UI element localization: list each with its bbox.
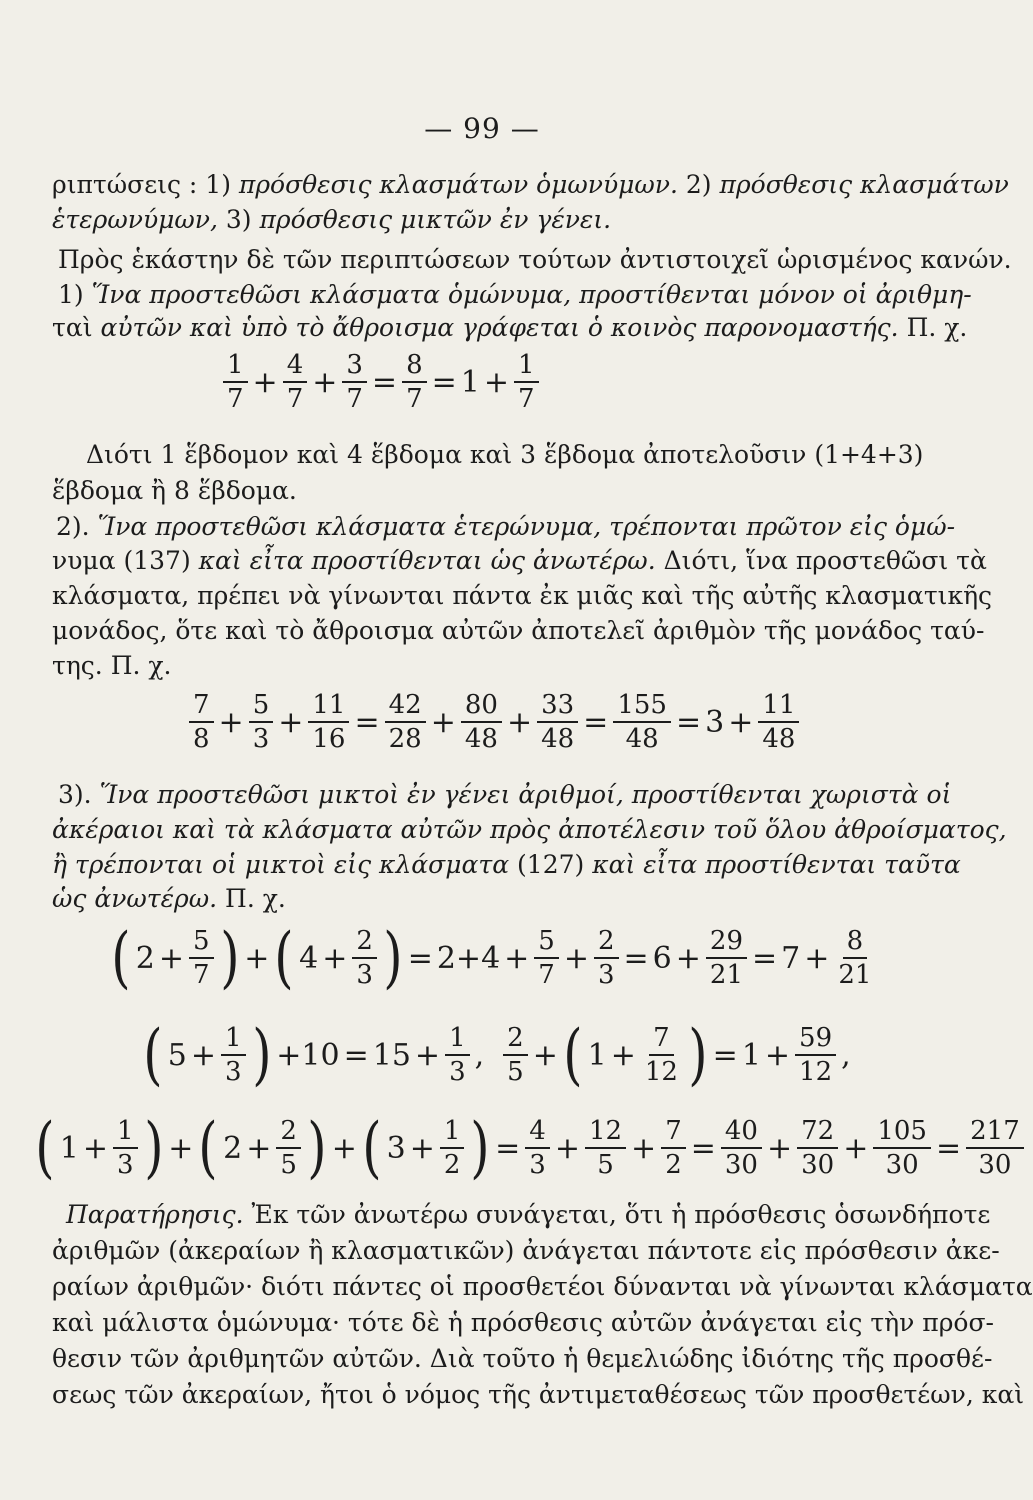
left-paren: ( bbox=[198, 1109, 218, 1186]
text-line bbox=[52, 850, 961, 880]
denominator: 3 bbox=[224, 1057, 242, 1087]
denominator: 12 bbox=[644, 1057, 678, 1087]
fraction bbox=[189, 928, 214, 988]
numerator: 1 bbox=[514, 352, 539, 383]
numerator: 1 bbox=[221, 1025, 246, 1056]
text-line bbox=[52, 205, 892, 235]
left-paren: ( bbox=[143, 1016, 163, 1093]
plus-sign: + bbox=[728, 704, 754, 740]
italic-span: ἢ τρέπονται οἱ μικτοὶ εἰς κλάσματα bbox=[52, 850, 518, 879]
comma: , bbox=[474, 1037, 485, 1073]
denominator: 3 bbox=[597, 960, 615, 990]
denominator: 7 bbox=[406, 384, 423, 414]
text-span: Π. χ. bbox=[217, 884, 286, 913]
fraction bbox=[440, 1118, 465, 1178]
right-paren: ) bbox=[383, 919, 403, 996]
plus-sign: + bbox=[312, 364, 338, 400]
text-span: ριπτώσεις : 1) bbox=[52, 170, 239, 199]
plus-sign: + bbox=[504, 940, 530, 976]
text-span: Π. χ. bbox=[898, 313, 968, 342]
plus-sign: + bbox=[322, 940, 348, 976]
right-paren: ) bbox=[470, 1109, 490, 1186]
fraction bbox=[641, 1025, 682, 1085]
numerator: 29 bbox=[706, 928, 747, 959]
denominator: 3 bbox=[449, 1057, 466, 1087]
denominator: 5 bbox=[597, 1150, 614, 1180]
text-line bbox=[52, 313, 968, 343]
text-line bbox=[52, 546, 987, 576]
fraction bbox=[445, 1025, 470, 1085]
numerator: 217 bbox=[966, 1118, 1024, 1149]
plus-sign: + bbox=[766, 1130, 793, 1166]
text-line: ἀκέραιοι καὶ τὰ κλάσματα αὐτῶν πρὸς ἀποτέλεσιν τοῦ ὅλου ἀθροίσματος, bbox=[52, 815, 1007, 844]
equals-sign: = bbox=[712, 1037, 738, 1073]
right-paren: ) bbox=[307, 1109, 327, 1186]
numerator: 7 bbox=[649, 1025, 674, 1056]
numerator: 5 bbox=[249, 692, 274, 723]
text-span: 3). bbox=[58, 780, 100, 809]
text-line: Πρὸς ἑκάστην δὲ τῶν περιπτώσεων τούτων ἀντιστοιχεῖ ὡρισμένος κανών. bbox=[58, 245, 1012, 274]
numerator: 2 bbox=[276, 1118, 301, 1149]
numerator: 1 bbox=[440, 1118, 465, 1149]
italic-span: πρόσθεσις μικτῶν ἐν γένει. bbox=[259, 205, 612, 234]
denominator: 7 bbox=[227, 384, 244, 414]
fraction bbox=[966, 1118, 1024, 1178]
italic-span: καὶ εἶτα προστίθενται ταῦτα bbox=[584, 850, 961, 879]
fraction bbox=[352, 928, 377, 988]
denominator: 7 bbox=[286, 384, 304, 414]
italic-span: αὐτῶν καὶ ὑπὸ τὸ ἄθροισμα γράφεται ὁ κοινὸς παρονομαστής. bbox=[100, 313, 899, 342]
plus-sign: + bbox=[563, 940, 589, 976]
equals-sign: = bbox=[752, 940, 778, 976]
text-line bbox=[56, 512, 956, 542]
numerator: 59 bbox=[795, 1025, 836, 1056]
text-line bbox=[58, 280, 972, 310]
plus-sign: + bbox=[483, 364, 509, 400]
denominator: 12 bbox=[799, 1057, 833, 1087]
whole-number: 7 bbox=[781, 940, 801, 976]
denominator: 7 bbox=[538, 960, 555, 990]
fraction bbox=[221, 1025, 246, 1085]
text-line: της. Π. χ. bbox=[52, 651, 172, 680]
text-line bbox=[66, 1200, 991, 1230]
numerator: 42 bbox=[385, 692, 426, 723]
numerator: 1 bbox=[445, 1025, 470, 1056]
text-line: σεως τῶν ἀκεραίων, ἤτοι ὁ νόμος τῆς ἀντιμεταθέσεως τῶν προσθετέων, καὶ bbox=[52, 1380, 1025, 1409]
numerator: 4 bbox=[283, 352, 308, 383]
denominator: 2 bbox=[665, 1150, 682, 1180]
text-line bbox=[52, 884, 892, 914]
equals-sign: = bbox=[675, 704, 702, 740]
plus-sign: + bbox=[246, 1130, 272, 1166]
plus-sign: + bbox=[675, 940, 701, 976]
numerator: 72 bbox=[797, 1118, 838, 1149]
fraction bbox=[613, 692, 671, 752]
whole-number: 15 bbox=[372, 1037, 411, 1073]
fraction bbox=[873, 1118, 931, 1178]
italic-span: Ἵνα προστεθῶσι κλάσματα ὁμώνυμα, προστίθενται μόνον οἱ ἀριθμη- bbox=[91, 280, 972, 309]
fraction bbox=[758, 692, 799, 752]
text-span: Ἐκ τῶν ἀνωτέρω συνάγεται, ὅτι ἡ πρόσθεσις ὁσωνδήποτε bbox=[243, 1200, 991, 1229]
denominator: 30 bbox=[885, 1150, 919, 1180]
sum-term: +10 bbox=[276, 1037, 340, 1073]
equation-3 bbox=[108, 919, 878, 996]
numerator: 40 bbox=[721, 1118, 762, 1149]
numerator: 3 bbox=[342, 352, 367, 383]
text-line: ἕβδομα ἢ 8 ἕβδομα. bbox=[52, 476, 297, 505]
numerator: 12 bbox=[585, 1118, 626, 1149]
numerator: 80 bbox=[461, 692, 502, 723]
fraction bbox=[795, 1025, 836, 1085]
denominator: 3 bbox=[356, 960, 373, 990]
numerator: 5 bbox=[189, 928, 214, 959]
text-span: νυμα (137) bbox=[52, 546, 199, 575]
italic-span: Ἵνα προστεθῶσι μικτοὶ ἐν γένει ἀριθμοί, προστίθενται χωριστὰ οἱ bbox=[99, 780, 952, 809]
fraction bbox=[249, 692, 274, 752]
numerator: 33 bbox=[537, 692, 578, 723]
denominator: 3 bbox=[116, 1150, 134, 1180]
numerator: 2 bbox=[503, 1025, 528, 1056]
equals-sign: = bbox=[431, 364, 457, 400]
fraction bbox=[797, 1118, 838, 1178]
text-span: 1) bbox=[58, 280, 92, 309]
denominator: 5 bbox=[280, 1150, 297, 1180]
denominator: 8 bbox=[193, 724, 210, 754]
denominator: 3 bbox=[252, 724, 270, 754]
right-paren: ) bbox=[251, 1016, 272, 1093]
denominator: 48 bbox=[625, 724, 659, 754]
text-span: 2). bbox=[56, 512, 98, 541]
sum-term: 2+4 bbox=[436, 940, 501, 976]
plus-sign: + bbox=[244, 940, 270, 976]
plus-sign: + bbox=[554, 1130, 580, 1166]
denominator: 30 bbox=[801, 1150, 835, 1180]
text-span: 3) bbox=[217, 205, 260, 234]
whole-number: 3 bbox=[386, 1130, 406, 1166]
equals-sign: = bbox=[343, 1037, 369, 1073]
whole-number: 6 bbox=[652, 940, 672, 976]
equals-sign: = bbox=[371, 364, 398, 400]
fraction bbox=[283, 352, 308, 412]
right-paren: ) bbox=[143, 1109, 164, 1186]
fraction bbox=[525, 1118, 550, 1178]
italic-span: πρόσθεσις κλασμάτων ὁμωνύμων. bbox=[238, 170, 678, 199]
numerator: 5 bbox=[534, 928, 559, 959]
plus-sign: + bbox=[218, 704, 244, 740]
whole-number: 1 bbox=[59, 1130, 79, 1166]
fraction bbox=[189, 692, 214, 752]
numerator: 1 bbox=[223, 352, 248, 383]
equation-2 bbox=[186, 692, 802, 752]
numerator: 2 bbox=[594, 928, 619, 959]
denominator: 7 bbox=[517, 384, 535, 414]
plus-sign: + bbox=[631, 1130, 657, 1166]
italic-span: Ἵνα προστεθῶσι κλάσματα ἑτερώνυμα, τρέπονται πρῶτον εἰς ὁμώ- bbox=[97, 512, 956, 541]
whole-number: 2 bbox=[223, 1130, 243, 1166]
denominator: 30 bbox=[724, 1150, 758, 1180]
plus-sign: + bbox=[506, 704, 533, 740]
left-paren: ( bbox=[274, 919, 294, 996]
equals-sign: = bbox=[623, 940, 649, 976]
fraction bbox=[223, 352, 248, 412]
fraction bbox=[113, 1118, 138, 1178]
equals-sign: = bbox=[354, 704, 380, 740]
plus-sign: + bbox=[252, 364, 278, 400]
text-line: καὶ μάλιστα ὁμώνυμα· τότε δὲ ἡ πρόσθεσις αὐτῶν ἀνάγεται εἰς τὴν πρόσ- bbox=[52, 1308, 994, 1337]
plus-sign: + bbox=[764, 1037, 791, 1073]
fraction bbox=[385, 692, 426, 752]
fraction bbox=[342, 352, 367, 412]
plus-sign: + bbox=[331, 1130, 357, 1166]
whole-number: 1 bbox=[587, 1037, 607, 1073]
fraction bbox=[461, 692, 502, 752]
numerator: 7 bbox=[189, 692, 214, 723]
fraction bbox=[534, 928, 559, 988]
denominator: 16 bbox=[312, 724, 346, 754]
italic-span: ὡς ἀνωτέρω. bbox=[52, 884, 218, 913]
page-number: — 99 — bbox=[424, 112, 540, 145]
text-span: ταὶ bbox=[52, 313, 101, 342]
fraction bbox=[585, 1118, 626, 1178]
right-paren: ) bbox=[688, 1016, 708, 1093]
whole-number: 4 bbox=[299, 940, 319, 976]
equals-sign: = bbox=[690, 1130, 716, 1166]
italic-span: ἑτερωνύμων, bbox=[52, 205, 218, 234]
italic-span: πρόσθεσις κλασμάτων bbox=[719, 170, 1009, 199]
denominator: 5 bbox=[507, 1057, 524, 1087]
equals-sign: = bbox=[495, 1130, 521, 1166]
fraction bbox=[594, 928, 619, 988]
plus-sign: + bbox=[409, 1130, 435, 1166]
text-span: (127) bbox=[517, 850, 585, 879]
numerator: 2 bbox=[352, 928, 377, 959]
plus-sign: + bbox=[430, 704, 456, 740]
fraction bbox=[661, 1118, 686, 1178]
plus-sign: + bbox=[532, 1037, 558, 1073]
plus-sign: + bbox=[414, 1037, 441, 1073]
fraction bbox=[402, 352, 427, 412]
denominator: 48 bbox=[762, 724, 796, 754]
text-line bbox=[58, 780, 952, 810]
text-line: κλάσματα, πρέπει νὰ γίνωνται πάντα ἐκ μιᾶς καὶ τῆς αὐτῆς κλασματικῆς bbox=[52, 581, 993, 610]
whole-number: 1 bbox=[741, 1037, 761, 1073]
plus-sign: + bbox=[158, 940, 184, 976]
numerator: 8 bbox=[843, 928, 868, 959]
numerator: 155 bbox=[613, 692, 671, 723]
denominator: 28 bbox=[388, 724, 422, 754]
comma: , bbox=[841, 1037, 851, 1073]
denominator: 21 bbox=[709, 960, 743, 990]
text-line: ραίων ἀριθμῶν· διότι πάντες οἱ προσθετέοι δύνανται νὰ γίνωνται κλάσματα bbox=[52, 1272, 1033, 1301]
fraction bbox=[834, 928, 875, 988]
numerator: 7 bbox=[661, 1118, 686, 1149]
equation-1 bbox=[220, 352, 542, 412]
text-span: 2) bbox=[677, 170, 720, 199]
numerator: 4 bbox=[525, 1118, 550, 1149]
fraction bbox=[503, 1025, 528, 1085]
denominator: 7 bbox=[192, 960, 210, 990]
plus-sign: + bbox=[610, 1037, 636, 1073]
fraction bbox=[706, 928, 747, 988]
plus-sign: + bbox=[168, 1130, 194, 1166]
italic-span: Παρατήρησις. bbox=[66, 1200, 244, 1229]
whole-number: 3 bbox=[705, 704, 725, 740]
whole-number: 5 bbox=[167, 1037, 187, 1073]
fraction bbox=[308, 692, 349, 752]
plus-sign: + bbox=[190, 1037, 216, 1073]
plus-sign: + bbox=[843, 1130, 869, 1166]
plus-sign: + bbox=[804, 940, 830, 976]
equals-sign: = bbox=[583, 704, 609, 740]
numerator: 8 bbox=[402, 352, 427, 383]
numerator: 11 bbox=[308, 692, 349, 723]
equals-sign: = bbox=[935, 1130, 962, 1166]
fraction bbox=[537, 692, 578, 752]
plus-sign: + bbox=[82, 1130, 108, 1166]
plus-sign: + bbox=[278, 704, 304, 740]
equation-5 bbox=[32, 1109, 1027, 1186]
denominator: 48 bbox=[464, 724, 498, 754]
left-paren: ( bbox=[362, 1109, 382, 1186]
denominator: 2 bbox=[443, 1150, 461, 1180]
denominator: 48 bbox=[541, 724, 575, 754]
text-line: μονάδος, ὅτε καὶ τὸ ἄθροισμα αὐτῶν ἀποτελεῖ ἀριθμὸν τῆς μονάδος ταύ- bbox=[52, 616, 985, 645]
denominator: 30 bbox=[978, 1150, 1012, 1180]
numerator: 1 bbox=[113, 1118, 138, 1149]
numerator: 11 bbox=[758, 692, 799, 723]
fraction bbox=[721, 1118, 762, 1178]
text-line bbox=[52, 170, 1009, 200]
denominator: 7 bbox=[346, 384, 363, 414]
whole-number: 1 bbox=[460, 364, 480, 400]
text-line: θεσιν τῶν ἀριθμητῶν αὐτῶν. Διὰ τοῦτο ἡ θεμελιώδης ἰδιότης τῆς προσθέ- bbox=[52, 1344, 993, 1373]
whole-number: 2 bbox=[135, 940, 155, 976]
text-line: ἀριθμῶν (ἀκεραίων ἢ κλασματικῶν) ἀνάγεται πάντοτε εἰς πρόσθεσιν ἀκε- bbox=[52, 1236, 1000, 1265]
text-span: Διότι, ἵνα προστεθῶσι τὰ bbox=[655, 546, 987, 575]
text-line: Διότι 1 ἕβδομον καὶ 4 ἕβδομα καὶ 3 ἕβδομα ἀποτελοῦσιν (1+4+3) bbox=[86, 440, 924, 469]
equation-4 bbox=[140, 1016, 853, 1093]
denominator: 21 bbox=[838, 960, 872, 990]
italic-span: καὶ εἶτα προστίθενται ὡς ἀνωτέρω. bbox=[198, 546, 656, 575]
left-paren: ( bbox=[35, 1109, 55, 1186]
right-paren: ) bbox=[219, 919, 240, 996]
equals-sign: = bbox=[407, 940, 433, 976]
numerator: 105 bbox=[873, 1118, 931, 1149]
left-paren: ( bbox=[563, 1016, 583, 1093]
fraction bbox=[514, 352, 539, 412]
left-paren: ( bbox=[111, 919, 131, 996]
denominator: 3 bbox=[529, 1150, 546, 1180]
fraction bbox=[276, 1118, 301, 1178]
